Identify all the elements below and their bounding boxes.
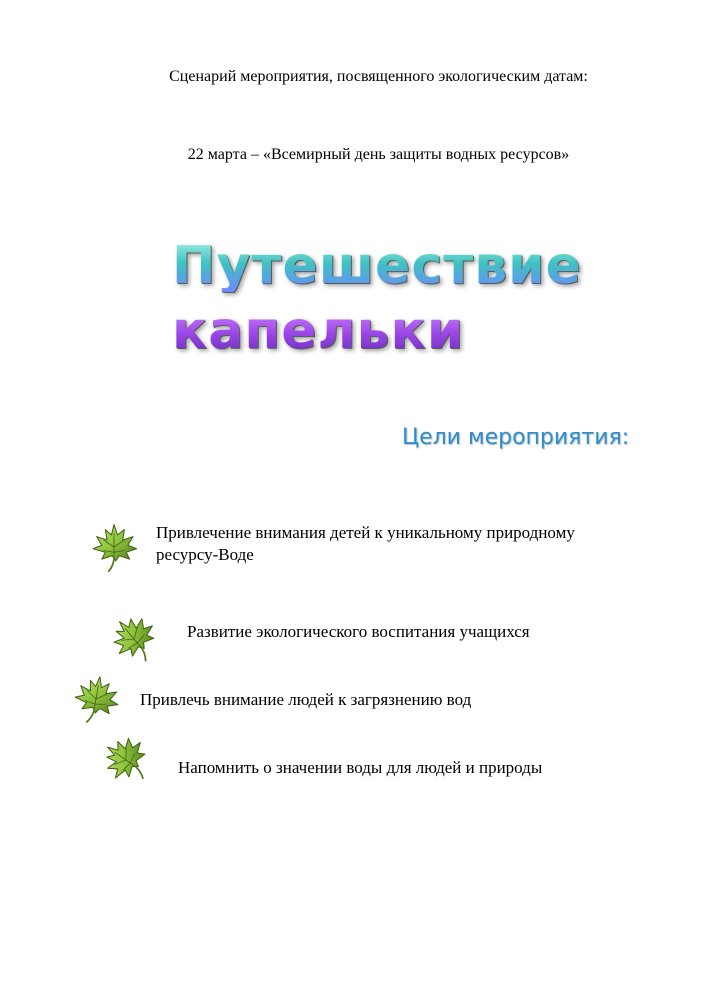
goal-item-1-line2: ресурсу-Воде (156, 545, 254, 564)
maple-leaf-icon (88, 520, 140, 574)
goal-item-4-text: Напомнить о значении воды для людей и природы (178, 758, 543, 777)
maple-leaf-icon (97, 602, 172, 677)
goal-item-1 (156, 522, 575, 566)
goal-item-4 (178, 757, 542, 779)
goals-heading: Цели мероприятия: (402, 425, 630, 450)
event-date-line: 22 марта – «Всемирный день защиты водных ресурсов» (187, 146, 570, 163)
maple-leaf-icon (89, 723, 163, 797)
goal-item-3 (140, 689, 471, 711)
goal-item-1-line1: Привлечение внимания детей к уникальному природному (156, 523, 575, 542)
goal-item-2 (187, 621, 530, 643)
goal-item-3-text: Привлечь внимание людей к загрязнению вод (140, 690, 472, 709)
wordart-title-line1: Путешествие (172, 236, 582, 296)
maple-leaf-icon (66, 668, 127, 730)
goal-item-2-text: Развитие экологического воспитания учащихся (187, 622, 530, 641)
document-subtitle: Сценарий мероприятия, посвященного экологическим датам: (169, 68, 588, 85)
wordart-title-line2: капельки (172, 301, 465, 361)
